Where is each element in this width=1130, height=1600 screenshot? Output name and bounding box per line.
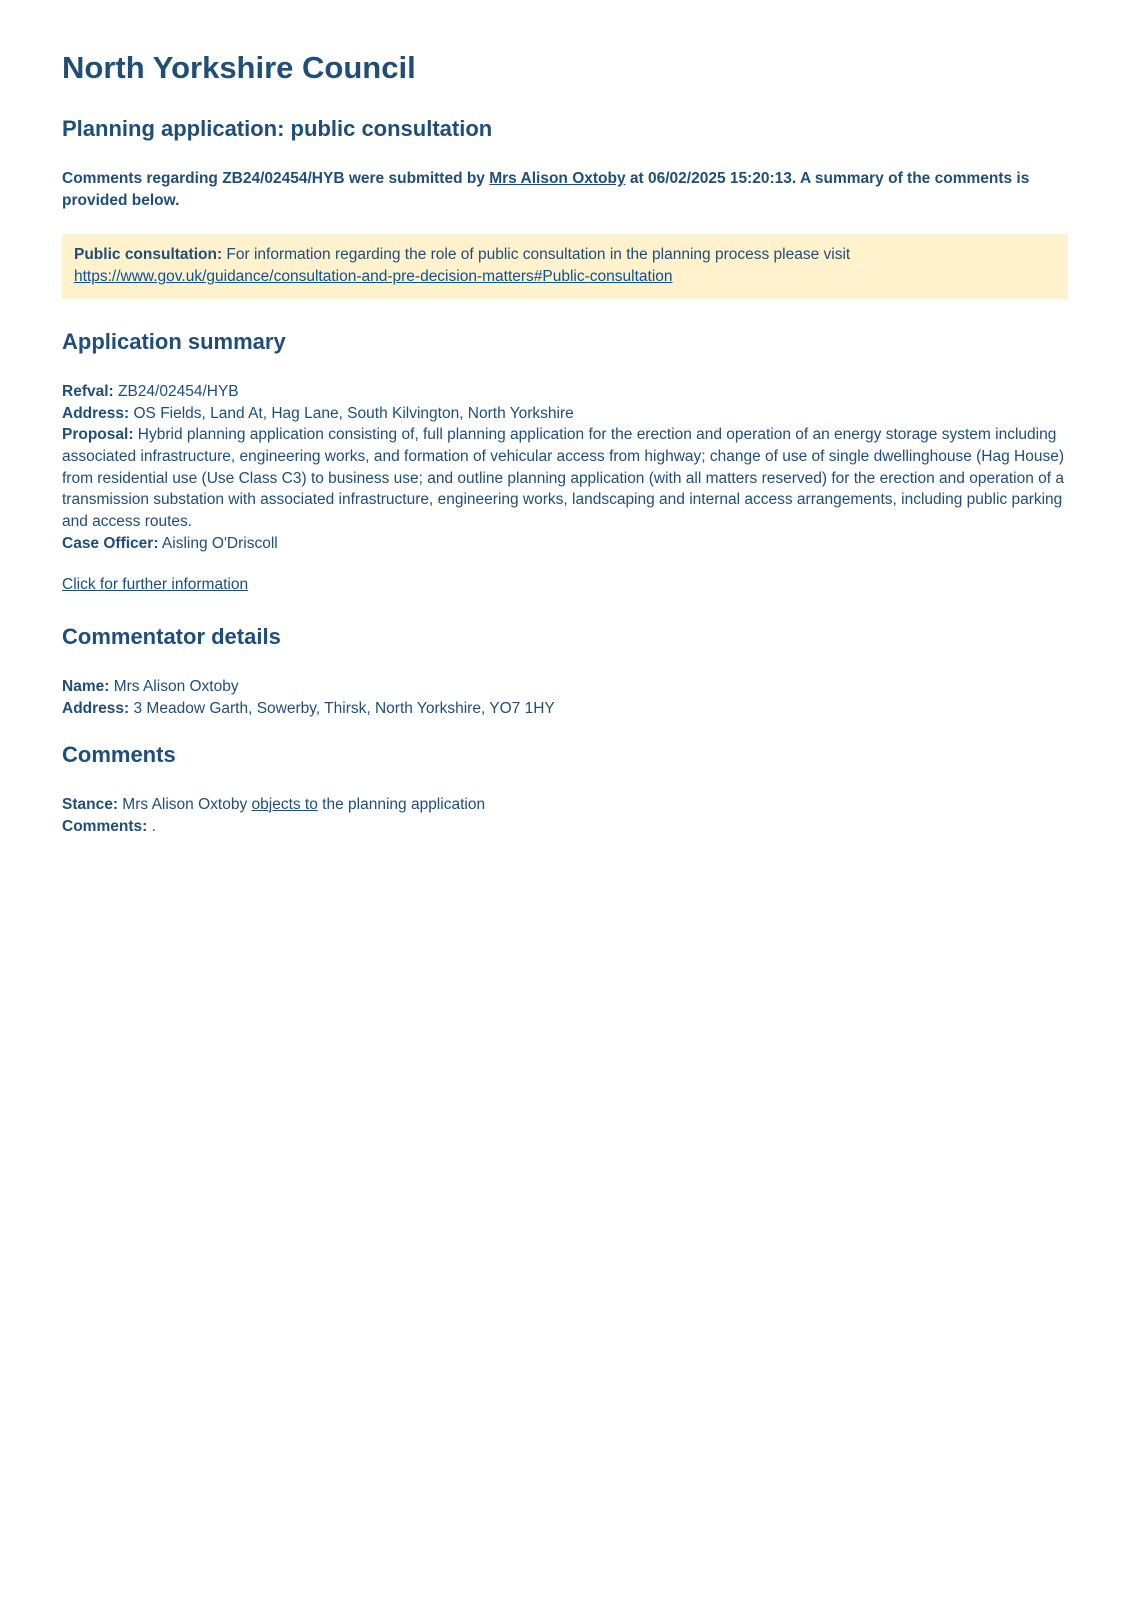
stance-text-pre: Mrs Alison Oxtoby: [118, 795, 252, 813]
comments-value: .: [147, 817, 156, 835]
intro-paragraph: [62, 168, 1068, 212]
field-site-address: [62, 403, 1068, 425]
commentator-address-label: Address:: [62, 700, 130, 718]
stance-objects-link[interactable]: objects to: [251, 795, 318, 813]
notice-text: For information regarding the role of public consultation in the planning process please visit: [222, 246, 851, 263]
further-information-paragraph: [62, 576, 1068, 594]
case-officer-value: Aisling O'Driscoll: [158, 534, 278, 552]
stance-label: Stance:: [62, 795, 118, 813]
site-address-label: Address:: [62, 404, 130, 422]
commentator-name-value: Mrs Alison Oxtoby: [109, 678, 239, 696]
field-proposal: [62, 424, 1068, 532]
commentator-address-value: 3 Meadow Garth, Sowerby, Thirsk, North Yorkshire, YO7 1HY: [129, 700, 555, 718]
application-summary-fields: [62, 381, 1068, 555]
refval-label: Refval:: [62, 382, 114, 400]
page-subtitle: Planning application: public consultation: [62, 116, 493, 141]
field-commentator-name: [62, 676, 1068, 698]
commentator-details-heading: Commentator details: [62, 624, 281, 650]
proposal-label: Proposal:: [62, 426, 134, 444]
gov-uk-consultation-link[interactable]: https://www.gov.uk/guidance/consultation-and-pre-decision-matters#Public-consultation: [74, 268, 673, 286]
intro-text-pre: Comments regarding ZB24/02454/HYB were submitted by: [62, 170, 490, 187]
page-title: North Yorkshire Council: [62, 50, 416, 85]
stance-text-post: the planning application: [317, 795, 486, 813]
commentator-details-fields: [62, 676, 1068, 719]
intro-text-post: at 06/02/2025 15:20:13. A summary of the comments is provided below.: [62, 170, 1030, 209]
public-consultation-notice: [62, 234, 1068, 299]
field-stance: [62, 794, 1068, 816]
field-case-officer: [62, 533, 1068, 555]
application-summary-heading: Application summary: [62, 328, 286, 354]
refval-value: ZB24/02454/HYB: [113, 382, 239, 400]
comments-fields: [62, 794, 1068, 837]
further-information-link[interactable]: Click for further information: [62, 576, 249, 594]
proposal-value: Hybrid planning application consisting of, full planning application for the erection and operation of an energy storage system including associated infrastructure, engineering works, and formation of vehicular access from highway; change of use of single dwellinghouse (Hag House) from residential use (Use Class C3) to business use; and outline planning application (with all matters reserved) for the erection and operation of a transmission substation with associated infrastructure, engineering works, landscaping and internal access arrangements, including public parking and access routes.: [62, 426, 1065, 531]
case-officer-label: Case Officer:: [62, 534, 159, 552]
comments-heading: Comments: [62, 741, 176, 767]
site-address-value: OS Fields, Land At, Hag Lane, South Kilvington, North Yorkshire: [129, 404, 574, 422]
field-commentator-address: [62, 698, 1068, 720]
commentator-name-label: Name:: [62, 678, 110, 696]
notice-label: Public consultation:: [74, 246, 223, 263]
comments-label: Comments:: [62, 817, 148, 835]
field-comments: [62, 816, 1068, 838]
field-refval: [62, 381, 1068, 403]
commenter-name-link[interactable]: Mrs Alison Oxtoby: [489, 170, 626, 187]
